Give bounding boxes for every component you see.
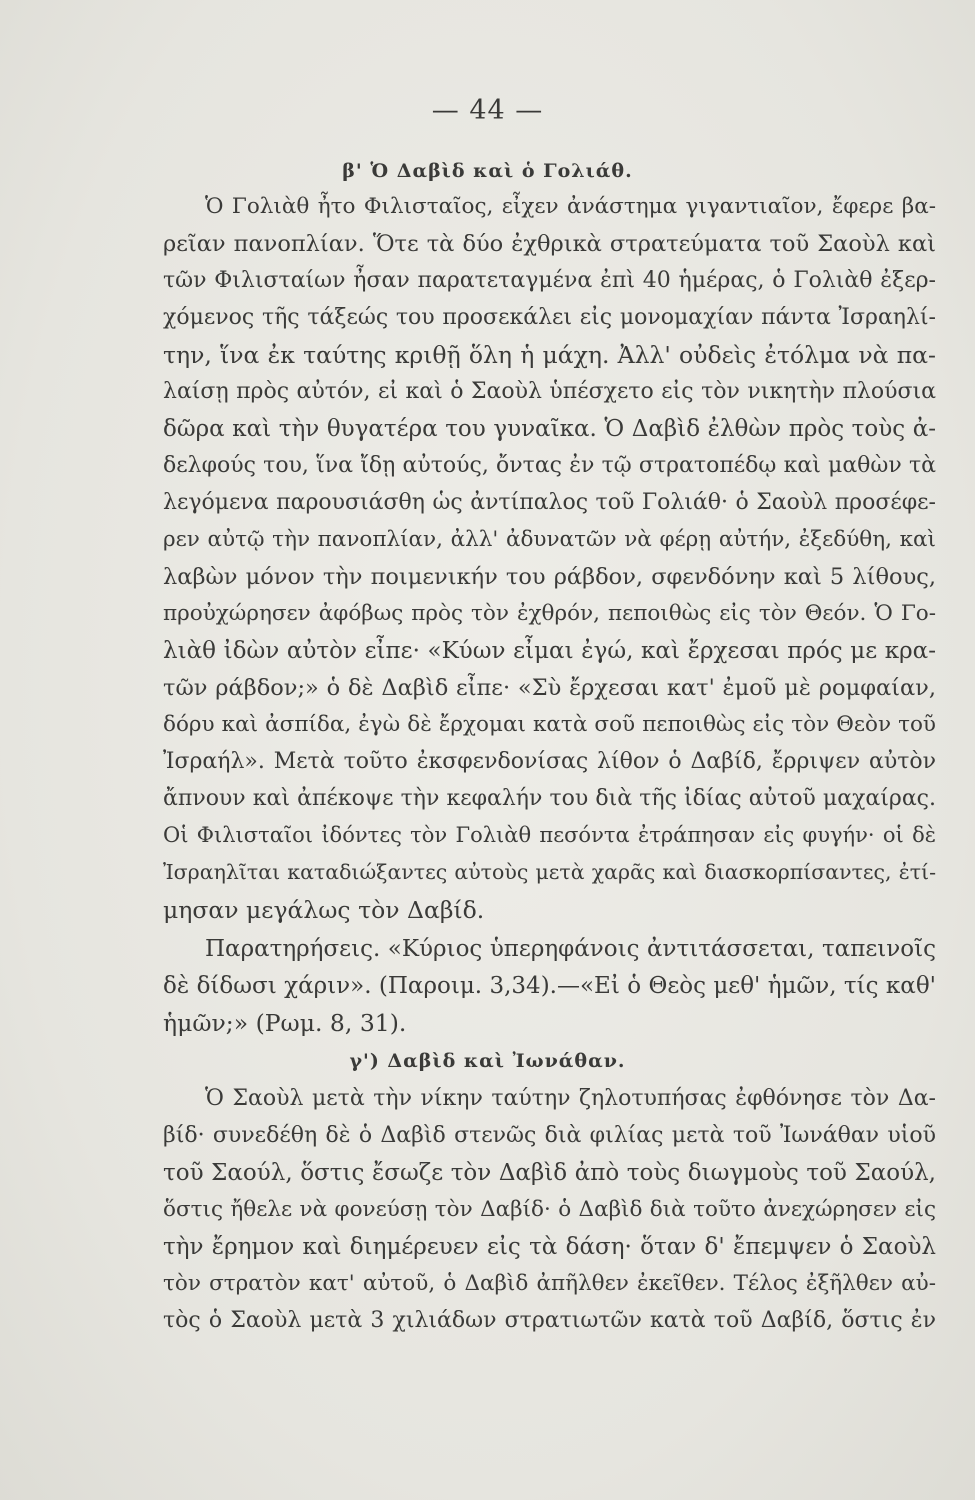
text-line: τῶν ράβδον;» ὁ δὲ Δαβὶδ εἶπε· «Σὺ ἔρχεσαι κατ' ἐμοῦ μὲ ρομφαίαν,: [163, 675, 936, 701]
text-line: Ἰσραήλ». Μετὰ τοῦτο ἐκσφενδονίσας λίθον ὁ Δαβίδ, ἔρριψεν αὐτὸν: [163, 749, 936, 774]
text-line: χόμενος τῆς τάξεώς του προσεκάλει εἰς μονομαχίαν πάντα Ἰσραηλί-: [163, 305, 936, 330]
text-line: τῶν Φιλισταίων ἦσαν παρατεταγμένα ἐπὶ 40 ἡμέρας, ὁ Γολιὰθ ἐξερ-: [163, 268, 936, 293]
text-line: βίδ· συνεδέθη δὲ ὁ Δαβὶδ στενῶς διὰ φιλίας μετὰ τοῦ Ἰωνάθαν υἱοῦ: [163, 1123, 936, 1148]
text-line: Ὁ Σαοὺλ μετὰ τὴν νίκην ταύτην ζηλοτυπήσας ἐφθόνησε τὸν Δα-: [205, 1086, 936, 1111]
text-line: ρεῖαν πανοπλίαν. Ὅτε τὰ δύο ἐχθρικὰ στρατεύματα τοῦ Σαοὺλ καὶ: [163, 231, 936, 257]
text-line: λαβὼν μόνον τὴν ποιμενικήν του ράβδον, σφενδόνην καὶ 5 λίθους,: [163, 564, 936, 590]
remarks-line: δὲ δίδωσι χάριν». (Παροιμ. 3,34).—«Εἰ ὁ Θεὸς μεθ' ἡμῶν, τίς καθ': [163, 973, 936, 999]
text-line: τοῦ Σαούλ, ὅστις ἔσωζε τὸν Δαβὶδ ἀπὸ τοὺς διωγμοὺς τοῦ Σαούλ,: [163, 1160, 936, 1186]
section-heading-david-goliath: β' Ὁ Δαβὶδ καὶ ὁ Γολιάθ.: [342, 160, 633, 182]
text-line: τὸν στρατὸν κατ' αὐτοῦ, ὁ Δαβὶδ ἀπῆλθεν ἐκεῖθεν. Τέλος ἐξῆλθεν αὐ-: [163, 1271, 936, 1296]
text-line: λεγόμενα παρουσιάσθη ὡς ἀντίπαλος τοῦ Γολιάθ· ὁ Σαοὺλ προσέφε-: [163, 490, 936, 515]
text-line: λαίσῃ πρὸς αὐτόν, εἰ καὶ ὁ Σαοὺλ ὑπέσχετο εἰς τὸν νικητὴν πλούσια: [163, 379, 936, 404]
text-line: τὴν ἔρημον καὶ διημέρευεν εἰς τὰ δάση· ὅταν δ' ἔπεμψεν ὁ Σαοὺλ: [163, 1234, 936, 1260]
text-line: Ὁ Γολιὰθ ἦτο Φιλισταῖος, εἶχεν ἀνάστημα γιγαντιαῖον, ἔφερε βα-: [205, 194, 936, 219]
text-line: λιὰθ ἰδὼν αὐτὸν εἶπε· «Κύων εἶμαι ἐγώ, καὶ ἔρχεσαι πρός με κρα-: [163, 638, 936, 664]
text-line: Ἰσραηλῖται καταδιώξαντες αὐτοὺς μετὰ χαρᾶς καὶ διασκορπίσαντες, ἐτί-: [163, 860, 936, 884]
text-line: δῶρα καὶ τὴν θυγατέρα του γυναῖκα. Ὁ Δαβὶδ ἐλθὼν πρὸς τοὺς ἀ-: [163, 416, 936, 442]
text-line: ὅστις ἤθελε νὰ φονεύσῃ τὸν Δαβίδ· ὁ Δαβὶδ διὰ τοῦτο ἀνεχώρησεν εἰς: [163, 1197, 936, 1222]
remarks-line: ἡμῶν;» (Ρωμ. 8, 31).: [163, 1009, 407, 1037]
text-line: την, ἵνα ἐκ ταύτης κριθῇ ὅλη ἡ μάχη. Ἀλλ' οὐδεὶς ἐτόλμα νὰ πα-: [163, 341, 936, 369]
text-line: δόρυ καὶ ἀσπίδα, ἐγὼ δὲ ἔρχομαι κατὰ σοῦ πεποιθὼς εἰς τὸν Θεὸν τοῦ: [163, 712, 936, 737]
text-line: ἄπνουν καὶ ἀπέκοψε τὴν κεφαλήν του διὰ τῆς ἰδίας αὐτοῦ μαχαίρας.: [163, 786, 936, 811]
text-line: ρεν αὐτῷ τὴν πανοπλίαν, ἀλλ' ἀδυνατῶν νὰ φέρῃ αὐτήν, ἐξεδύθη, καὶ: [163, 527, 936, 552]
remarks-line: Παρατηρήσεις. «Κύριος ὑπερηφάνοις ἀντιτάσσεται, ταπεινοῖς: [205, 936, 936, 962]
page-number: — 44 —: [431, 95, 544, 126]
text-line: προὐχώρησεν ἀφόβως πρὸς τὸν ἐχθρόν, πεποιθὼς εἰς τὸν Θεόν. Ὁ Γο-: [163, 601, 936, 626]
section-heading-david-jonathan: γ') Δαβὶδ καὶ Ἰωνάθαν.: [349, 1050, 626, 1072]
text-line: τὸς ὁ Σαοὺλ μετὰ 3 χιλιάδων στρατιωτῶν κατὰ τοῦ Δαβίδ, ὅστις ἐν: [163, 1308, 936, 1333]
text-line: Οἱ Φιλισταῖοι ἰδόντες τὸν Γολιὰθ πεσόντα ἐτράπησαν εἰς φυγήν· οἱ δὲ: [163, 823, 936, 847]
text-line: μησαν μεγάλως τὸν Δαβίδ.: [163, 896, 485, 924]
text-line: δελφούς του, ἵνα ἴδῃ αὐτούς, ὄντας ἐν τῷ στρατοπέδῳ καὶ μαθὼν τὰ: [163, 453, 936, 478]
